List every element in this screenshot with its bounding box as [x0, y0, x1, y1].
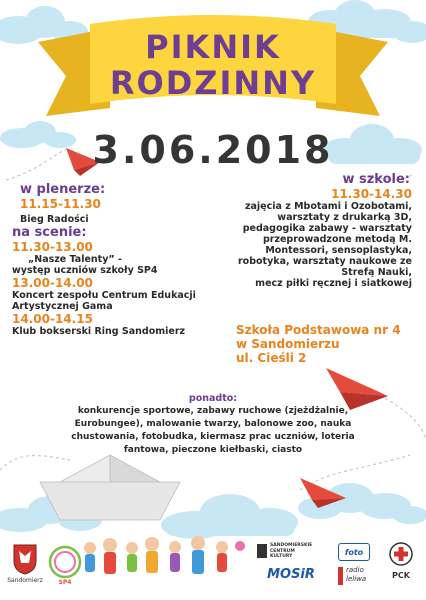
cloud-bottom-mid-icon — [161, 494, 298, 539]
foto-logo: foto — [338, 543, 370, 561]
centrum-kultury-line-1: SANDOMIERSKIE — [270, 543, 313, 548]
scena-header: na scenie: — [12, 225, 87, 240]
scena-time-2: 13.00-14.00 — [12, 276, 93, 290]
plener-event: Bieg Radości — [20, 214, 89, 225]
plener-header: w plenerze: — [20, 182, 106, 197]
sponsor-logos — [0, 535, 426, 600]
ponadto-section — [30, 392, 396, 457]
radio-leliwa-logo — [338, 565, 378, 589]
radio-leliwa-line-1: radio — [346, 566, 364, 574]
szkole-line-3: pedagogika zabawy - warsztaty — [242, 223, 412, 234]
scena-line-3-1: Klub bokserski Ring Sandomierz — [12, 326, 186, 337]
szkole-line-7: Strefą Nauki, — [341, 267, 412, 278]
plener-section — [20, 182, 210, 225]
pck-logo-text: PCK — [392, 571, 410, 580]
scena-line-1-1: „Nasze Talenty” - — [28, 254, 122, 265]
ponadto-line-1: konkurencje sportowe, zabawy ruchowe (zjeżdżalnie, — [77, 406, 349, 416]
szkole-header: w szkole: — [342, 172, 410, 187]
mosir-logo: MOSiR — [267, 566, 315, 582]
szkole-section — [202, 172, 412, 289]
scena-line-2-1: Koncert zespołu Centrum Edukacji — [12, 290, 196, 301]
sp4-logo-text: SP4 — [58, 579, 72, 586]
title-line-2: RODZINNY — [109, 64, 317, 102]
radio-leliwa-line-2: leliwa — [346, 575, 367, 583]
ponadto-line-3: chustowania, fotobudka, kiermasz prac uczniów, loteria — [71, 432, 355, 442]
sandomierz-coat-of-arms-icon — [12, 543, 38, 575]
szkole-time: 11.30-14.30 — [331, 187, 412, 201]
ponadto-line-2: Eurobungee), malowanie twarzy, balonowe zoo, nauka — [74, 419, 352, 429]
title-line-1: PIKNIK — [145, 28, 281, 66]
sandomierz-logo-text: Sandomierz — [7, 577, 43, 584]
location-block — [236, 323, 416, 365]
event-date: 3.06.2018 — [92, 128, 334, 172]
scena-line-2-2: Artystycznej Gama — [12, 301, 113, 312]
scena-time-3: 14.00-14.15 — [12, 312, 93, 326]
location-line-3: ul. Cieśli 2 — [236, 351, 307, 365]
szkole-line-4: przeprowadzone metodą M. — [262, 234, 412, 245]
pck-logo-icon — [388, 541, 414, 567]
location-line-2: w Sandomierzu — [236, 337, 340, 351]
szkole-line-8: mecz piłki ręcznej i siatkowej — [255, 278, 412, 289]
centrum-kultury-line-2: CENTRUM — [270, 548, 295, 554]
scena-time-1: 11.30-13.00 — [12, 240, 93, 254]
szkole-line-1: zajęcia z Mbotami i Ozobotami, — [244, 201, 412, 212]
radio-leliwa-mark — [338, 567, 343, 585]
ponadto-line-4: fantowa, pieczone kiełbaski, ciasto — [123, 445, 303, 455]
scena-line-1-2: występ uczniów szkoły SP4 — [12, 265, 158, 276]
ponadto-header: ponadto: — [188, 393, 238, 404]
plener-time: 11.15-11.30 — [20, 197, 101, 211]
centrum-kultury-logo-icon — [256, 543, 268, 559]
szkole-line-5: Montessori, sensoplastyka, — [265, 245, 412, 256]
paper-boat-icon — [40, 455, 180, 520]
scena-section — [12, 225, 222, 337]
szkole-line-6: robotyka, warsztaty naukowe ze — [238, 256, 412, 267]
centrum-kultury-text — [270, 543, 330, 560]
centrum-kultury-line-3: KULTURY — [270, 554, 293, 559]
location-line-1: Szkoła Podstawowa nr 4 — [236, 323, 401, 337]
sp4-logo-icon — [48, 545, 82, 579]
szkole-line-2: warsztaty z drukarką 3D, — [277, 212, 412, 223]
